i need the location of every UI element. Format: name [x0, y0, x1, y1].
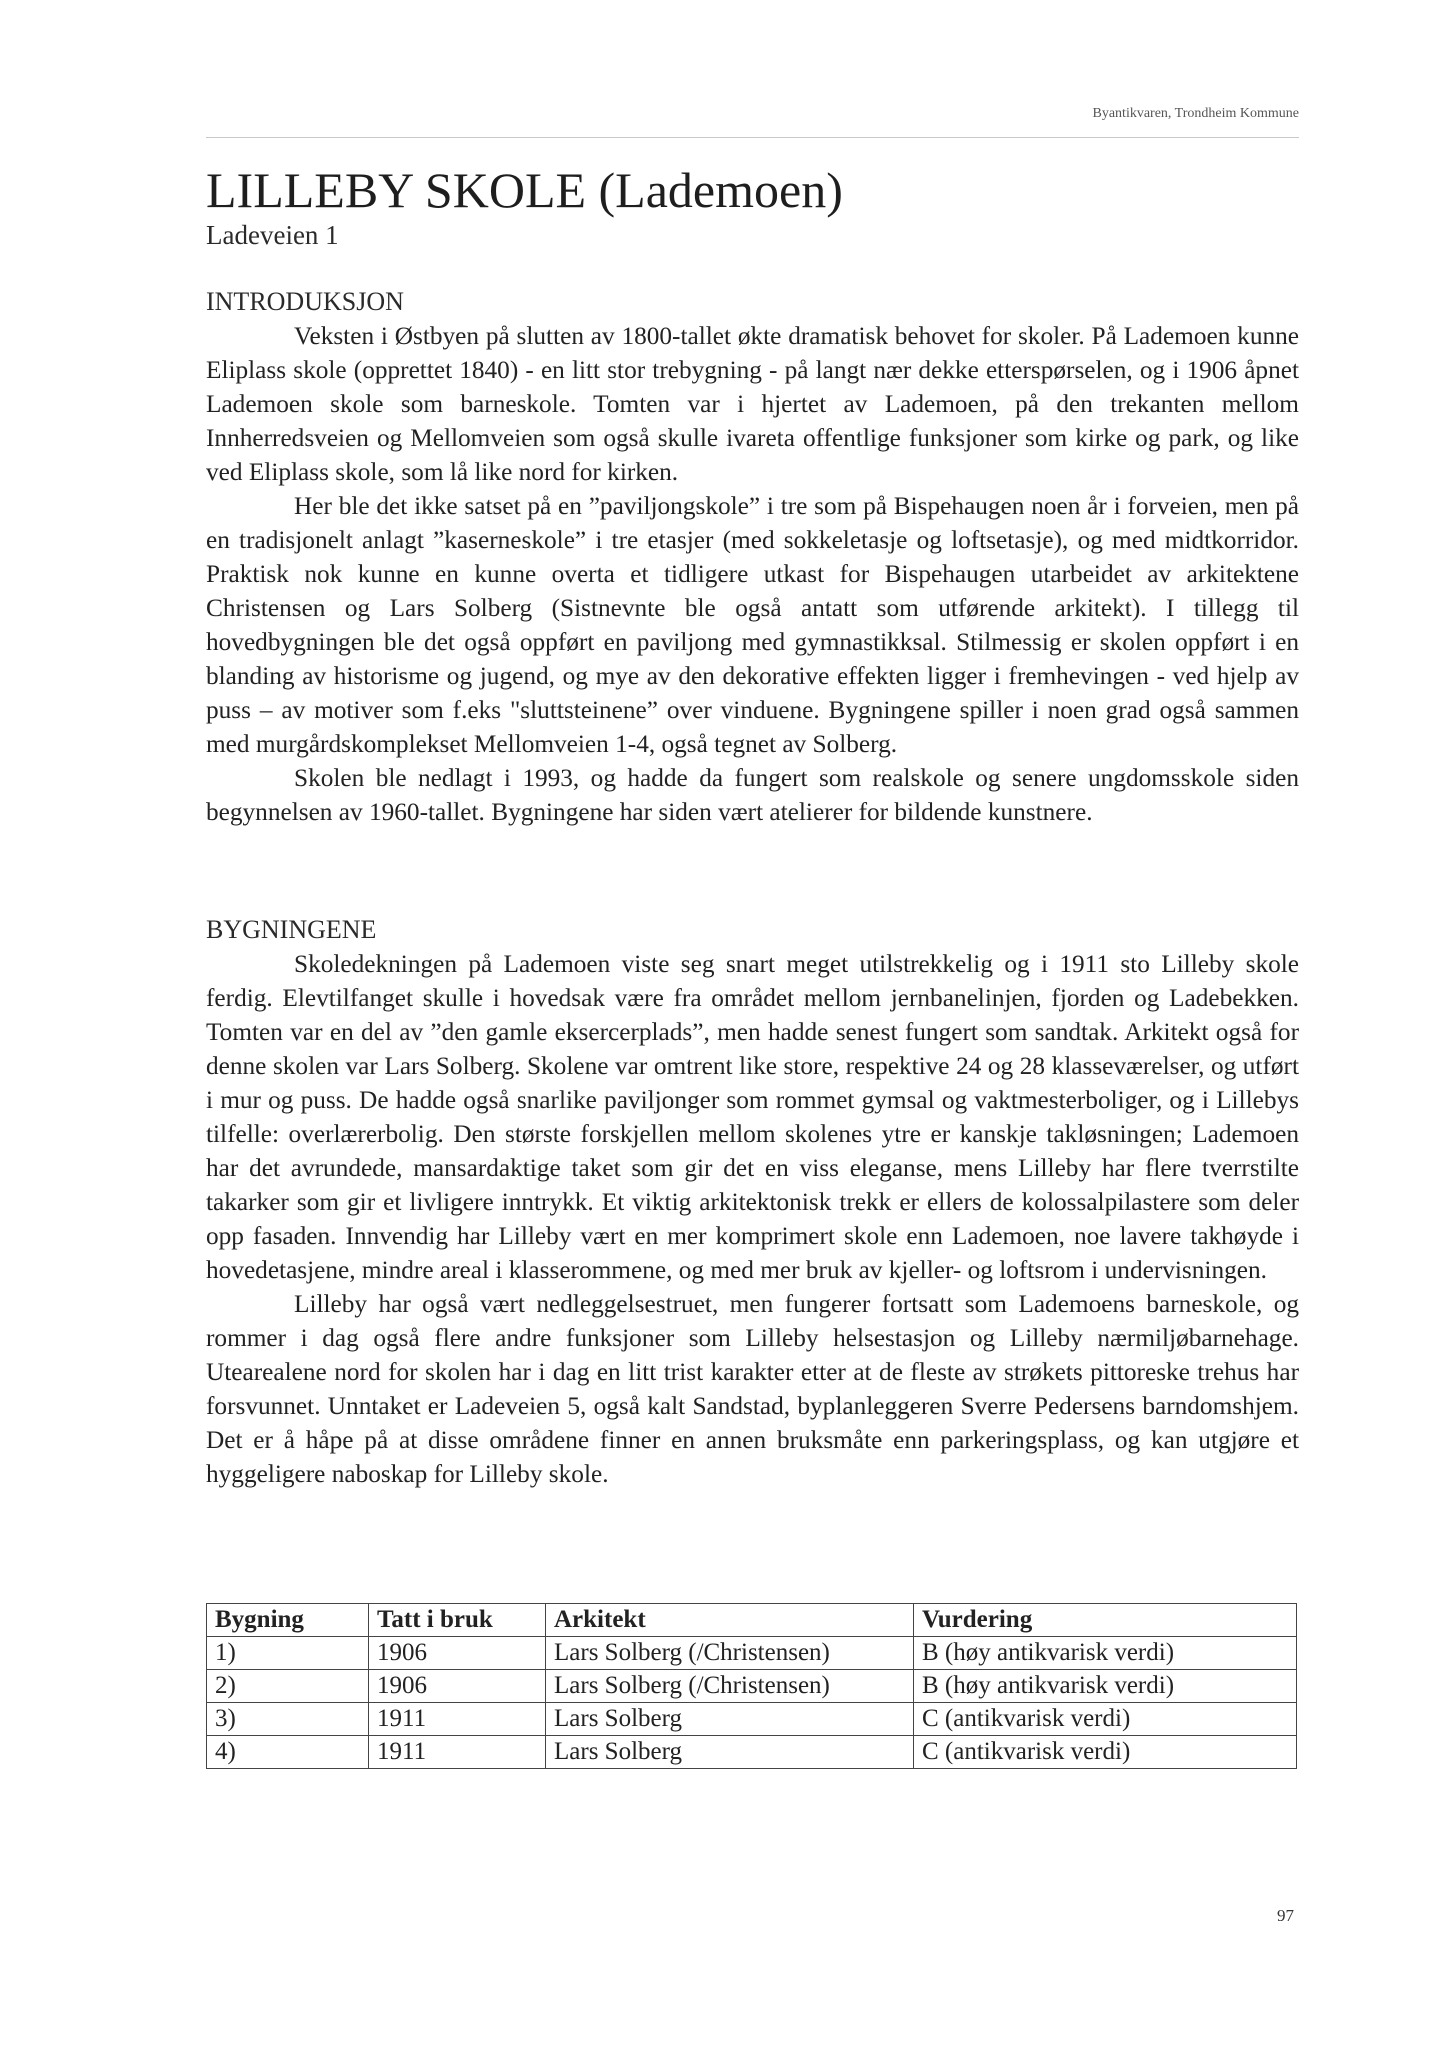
building-table	[206, 1603, 1297, 1769]
section-bygningene	[206, 913, 1299, 1491]
page-number: 97	[1277, 1906, 1294, 1925]
table-row	[207, 1703, 1297, 1736]
table-row	[207, 1637, 1297, 1670]
table-cell: C (antikvarisk verdi)	[914, 1736, 1297, 1769]
table-cell: Lars Solberg	[546, 1703, 914, 1736]
column-header-tatt-i-bruk: Tatt i bruk	[369, 1604, 546, 1637]
paragraph: Skolen ble nedlagt i 1993, og hadde da fungert som realskole og senere ungdomsskole siden begynnelsen av 1960-tallet. Bygningene har siden vært atelierer for bildende kunstnere.	[206, 764, 1299, 826]
header-rule	[206, 137, 1299, 138]
running-head: Byantikvaren, Trondheim Kommune	[1092, 106, 1299, 121]
table-cell: 1906	[369, 1670, 546, 1703]
table-cell: B (høy antikvarisk verdi)	[914, 1637, 1297, 1670]
table-cell: 3)	[207, 1703, 369, 1736]
column-header-vurdering: Vurdering	[914, 1604, 1297, 1637]
table-cell: 1911	[369, 1736, 546, 1769]
section-heading: BYGNINGENE	[206, 915, 377, 944]
table-cell: 2)	[207, 1670, 369, 1703]
paragraph: Skoledekningen på Lademoen viste seg snart meget utilstrekkelig og i 1911 sto Lilleby skole ferdig. Elevtilfanget skulle i hovedsak være fra området mellom jernbanelinjen, fjorden og Ladebekken. Tomten var en del av ”den gamle eksercerplads”, men hadde senest fungert som sandtak. Arkitekt også for denne skolen var Lars Solberg. Skolene var omtrent like store, respektive 24 og 28 klasseværelser, og utført i mur og puss. De hadde også snarlike paviljonger som rommet gymsal og vaktmesterboliger, og i Lillebys tilfelle: overlærerbolig. Den største forskjellen mellom skolenes ytre er kanskje takløsningen; Lademoen har det avrundede, mansardaktige taket som gir det en viss eleganse, mens Lilleby har flere tverrstilte takarker som gir et livligere inntrykk. Et viktig arkitektonisk trekk er ellers de kolossalpilastere som deler opp fasaden. Innvendig har Lilleby vært en mer komprimert skole enn Lademoen, noe lavere takhøyde i hovedetasjene, mindre areal i klasserommene, og med mer bruk av kjeller- og loftsrom i undervisningen.	[206, 950, 1299, 1284]
section-heading: INTRODUKSJON	[206, 287, 404, 316]
table-header-row	[207, 1604, 1297, 1637]
column-header-arkitekt: Arkitekt	[546, 1604, 914, 1637]
table-cell: B (høy antikvarisk verdi)	[914, 1670, 1297, 1703]
table-row	[207, 1670, 1297, 1703]
table-cell: 1911	[369, 1703, 546, 1736]
page-title: LILLEBY SKOLE (Lademoen)	[206, 162, 843, 218]
paragraph: Her ble det ikke satset på en ”paviljongskole” i tre som på Bispehaugen noen år i forveien, men på en tradisjonelt anlagt ”kaserneskole” i tre etasjer (med sokkeletasje og loftsetasje), og med midtkorridor. Praktisk nok kunne en kunne overta et tidligere utkast for Bispehaugen utarbeidet av arkitektene Christensen og Lars Solberg (Sistnevnte ble også antatt som utførende arkitekt). I tillegg til hovedbygningen ble det også oppført en paviljong med gymnastikksal. Stilmessig er skolen oppført i en blanding av historisme og jugend, og mye av den dekorative effekten ligger i fremhevingen - ved hjelp av puss – av motiver som f.eks "sluttsteinene” over vinduene. Bygningene spiller i noen grad også sammen med murgårdskomplekset Mellomveien 1-4, også tegnet av Solberg.	[206, 492, 1299, 758]
paragraph: Veksten i Østbyen på slutten av 1800-tallet økte dramatisk behovet for skoler. På Lademoen kunne Eliplass skole (opprettet 1840) - en litt stor trebygning - på langt nær dekke etterspørselen, og i 1906 åpnet Lademoen skole som barneskole. Tomten var i hjertet av Lademoen, på den trekanten mellom Innherredsveien og Mellomveien som også skulle ivareta offentlige funksjoner som kirke og park, og like ved Eliplass skole, som lå like nord for kirken.	[206, 322, 1299, 486]
table-cell: C (antikvarisk verdi)	[914, 1703, 1297, 1736]
table-cell: Lars Solberg	[546, 1736, 914, 1769]
table-cell: 4)	[207, 1736, 369, 1769]
section-introduksjon	[206, 285, 1299, 829]
paragraph: Lilleby har også vært nedleggelsestruet, men fungerer fortsatt som Lademoens barneskole, og rommer i dag også flere andre funksjoner som Lilleby helsestasjon og Lilleby nærmiljøbarnehage. Utearealene nord for skolen har i dag en litt trist karakter etter at de fleste av strøkets pittoreske trehus har forsvunnet. Unntaket er Ladeveien 5, også kalt Sandstad, byplanleggeren Sverre Pedersens barndomshjem. Det er å håpe på at disse områdene finner en annen bruksmåte enn parkeringsplass, og kan utgjøre et hyggeligere naboskap for Lilleby skole.	[206, 1290, 1299, 1488]
table-row	[207, 1736, 1297, 1769]
table-cell: Lars Solberg (/Christensen)	[546, 1670, 914, 1703]
table-cell: 1)	[207, 1637, 369, 1670]
column-header-bygning: Bygning	[207, 1604, 369, 1637]
table-cell: Lars Solberg (/Christensen)	[546, 1637, 914, 1670]
table-cell: 1906	[369, 1637, 546, 1670]
page-subtitle: Ladeveien 1	[206, 220, 339, 250]
